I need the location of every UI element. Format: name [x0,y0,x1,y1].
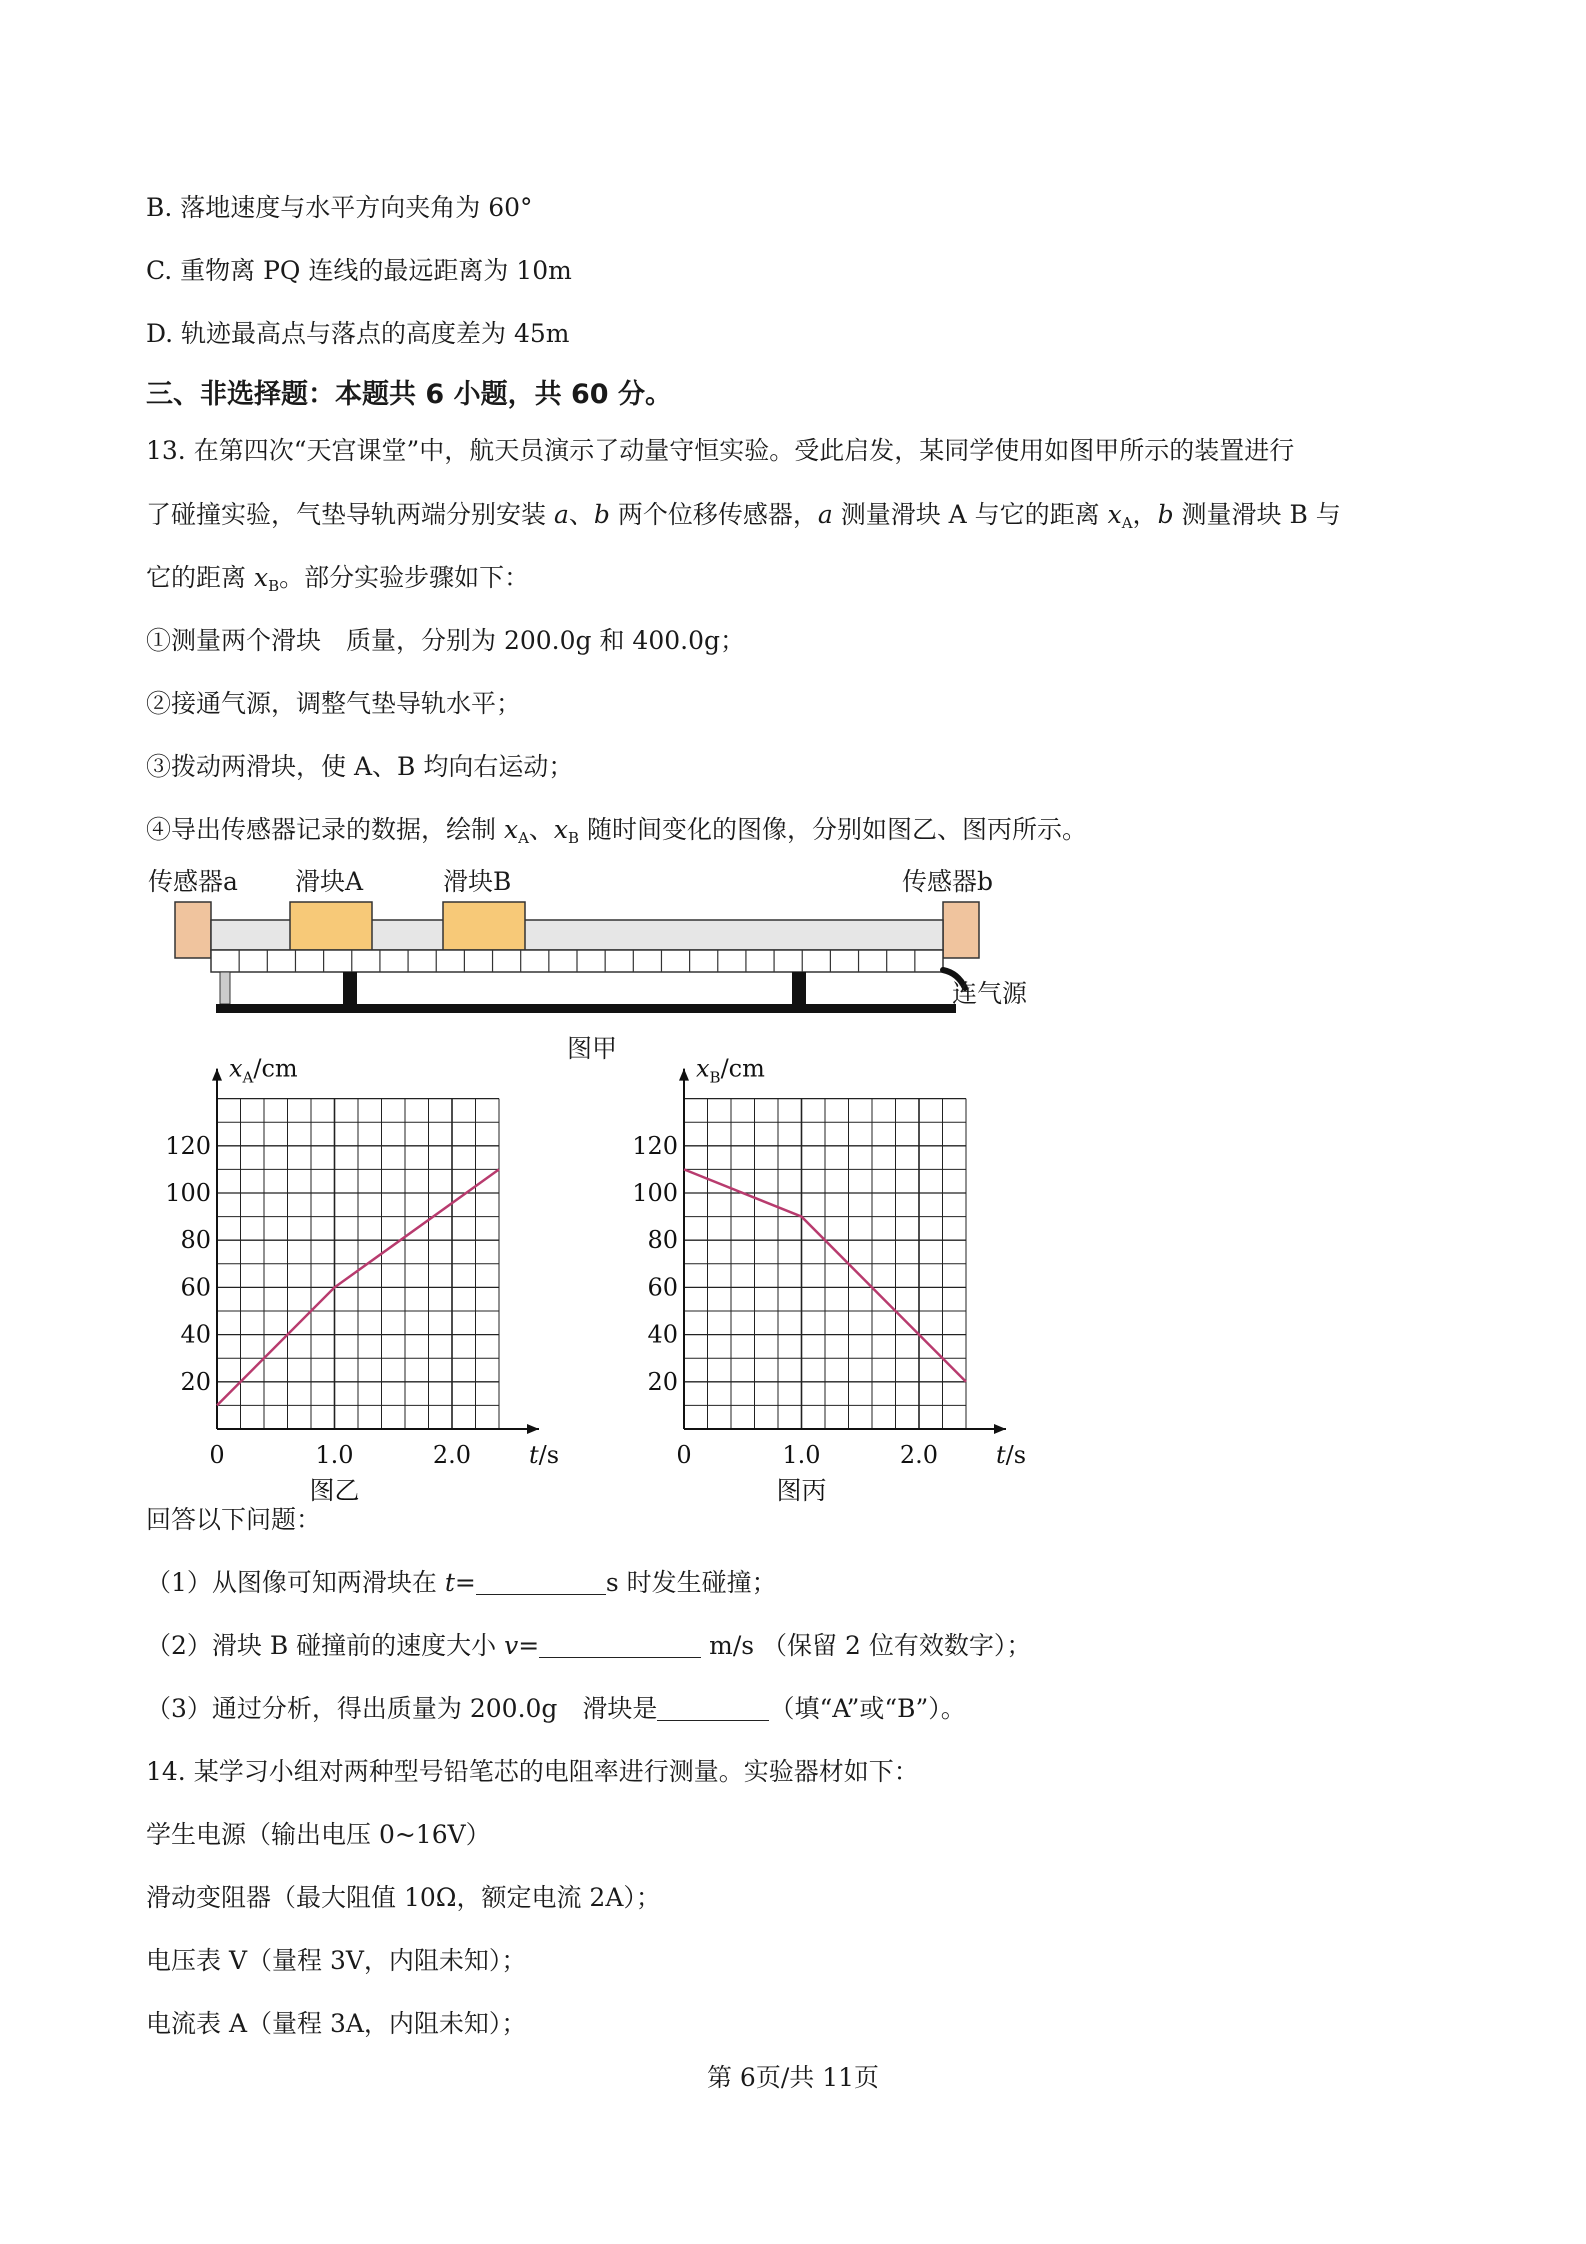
x-tick-label: 2.0 [432,1441,472,1469]
y-tick-label: 40 [180,1320,211,1349]
y-tick-label: 80 [180,1226,211,1255]
q14-item-voltmeter: 电压表 V（量程 3V，内阻未知）； [146,1946,527,1975]
sensor-b-block [943,902,979,958]
figure-jia-apparatus [140,855,1060,1075]
origin-label: 0 [209,1441,225,1469]
slider-a-label: 滑块A [295,867,364,896]
y-axis-label: $x_A/cm$ [229,1054,298,1087]
y-tick-label: 20 [647,1367,678,1396]
sensor-a-block [175,902,211,958]
y-tick-label: 40 [647,1320,678,1349]
x-tick-label: 1.0 [315,1441,354,1469]
track-left-end-stand [220,972,230,1004]
page-footer: 第 6页/共 11页 [706,2063,880,2092]
sensor-a-label: 传感器a [148,867,238,896]
graph-bing [632,1054,1042,1505]
q13-paragraph-line1: 13. 在第四次“天宫课堂”中，航天员演示了动量守恒实验。受此启发，某同学使用如图甲所示的装置进行 [146,436,1295,465]
q14-item-ammeter: 电流表 A（量程 3A，内阻未知）； [146,2009,527,2038]
x-tick-label: 1.0 [782,1441,821,1469]
y-tick-label: 60 [647,1273,678,1302]
option-c: C. 重物离 PQ 连线的最远距离为 10m [146,256,572,285]
y-tick-label: 100 [632,1179,678,1207]
q13-paragraph-line3: 它的距离 $x_B$。部分实验步骤如下： [146,563,530,595]
track-base [216,1004,956,1013]
x-axis-label: t/s [996,1441,1027,1469]
q14-item-rheostat: 滑动变阻器（最大阻值 10Ω，额定电流 2A）； [146,1883,661,1912]
y-axis-arrow-icon [212,1069,222,1081]
track-leg-right [792,972,806,1004]
option-d: D. 轨迹最高点与落点的高度差为 45m [146,319,570,348]
slider-b-label: 滑块B [443,867,512,896]
sub-question-3: （3）通过分析，得出质量为 200.0g 滑块是 （填“A”或“B”）。 [146,1694,966,1723]
q13-paragraph-line2: 了碰撞实验，气垫导轨两端分别安装 a、b 两个位移传感器，a 测量滑块 A 与它的距离 $x_A$，b 测量滑块 B 与 [146,500,1341,532]
section-title: 三、非选择题：本题共 6 小题，共 60 分。 [146,379,672,410]
q14-intro: 14. 某学习小组对两种型号铅笔芯的电阻率进行测量。实验器材如下： [146,1757,919,1786]
x-axis-arrow-icon [527,1424,539,1434]
sub-question-1: （1）从图像可知两滑块在 t= s 时发生碰撞； [146,1568,777,1597]
slider-a-block [290,902,372,950]
x-axis-arrow-icon [994,1424,1006,1434]
chart-caption: 图乙 [309,1476,360,1505]
x-axis-label: t/s [529,1441,560,1469]
slider-b-block [443,902,525,950]
answer-intro: 回答以下问题： [146,1505,322,1534]
y-tick-label: 20 [180,1367,211,1396]
figure-jia-caption: 图甲 [567,1034,618,1063]
q13-step1: ①测量两个滑块 质量，分别为 200.0g 和 400.0g； [146,626,745,655]
answer-blank-2[interactable] [539,1631,701,1658]
air-source-label: 连气源 [952,979,1028,1008]
y-axis-arrow-icon [679,1069,689,1081]
answer-blank-1[interactable] [476,1568,606,1595]
answer-blank-3[interactable] [657,1694,769,1721]
q13-step3: ③拨动两滑块，使 A、B 均向右运动； [146,752,574,781]
track-scale [211,950,943,972]
option-b: B. 落地速度与水平方向夹角为 60° [146,193,533,222]
q13-step2: ②接通气源，调整气垫导轨水平； [146,689,522,718]
q13-step4: ④导出传感器记录的数据，绘制 $x_A$、$x_B$ 随时间变化的图像，分别如图乙、图丙所示。 [146,815,1088,847]
q14-item-power-supply: 学生电源（输出电压 0~16V） [146,1820,491,1849]
chart-caption: 图丙 [776,1476,827,1505]
x-tick-label: 2.0 [899,1441,939,1469]
sensor-b-label: 传感器b [902,867,994,896]
sub-question-2: （2）滑块 B 碰撞前的速度大小 v= m/s （保留 2 位有效数字）； [146,1631,1032,1660]
origin-label: 0 [676,1441,692,1469]
graph-yi [165,1054,575,1505]
y-tick-label: 120 [632,1131,678,1160]
y-tick-label: 100 [165,1179,211,1207]
y-tick-label: 120 [165,1131,211,1160]
y-tick-label: 80 [647,1226,678,1255]
y-axis-label: $x_B/cm$ [696,1054,765,1087]
y-tick-label: 60 [180,1273,211,1302]
track-leg-left [343,972,357,1004]
